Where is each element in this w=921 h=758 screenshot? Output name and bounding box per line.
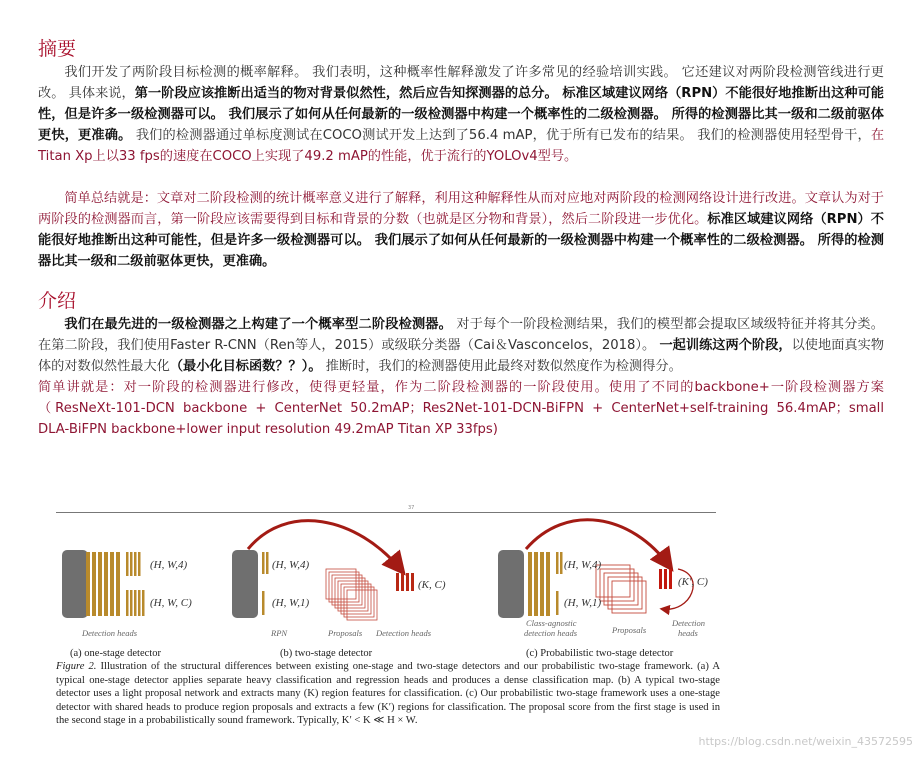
- intro-text-1: 对于每个一阶段检测结果，我们的模型都会提取区域级特征并将其分类。 在第二阶段，我们使用Faster R-CNN（Ren等人，2015）或级联分类器（Cai＆Vasconcelos，2018）。: [38, 317, 884, 353]
- backbone-block: [232, 550, 258, 618]
- figure-top-rule: [56, 512, 716, 513]
- b-detection-heads: [396, 573, 414, 591]
- a-hw4-label: (H, W,4): [150, 559, 188, 571]
- b-proposals-label: Proposals: [328, 628, 363, 638]
- caption-body: Illustration of the structural differences between existing one-stage and two-stage detectors and our probabilistic two-stage framework. (a) A typical one-stage detector applies separate heavy classification and regression heads and produces a dense classification map. (b) A typical two-stage detector uses a light proposal network and extracts many (K) region features for classification. (c) Our probabilistic two-stage framework uses a one-stage detector with shared heads to produce region proposals and extracts a few (K′) regions for classification. The proposal score from the first stage is used in the second stage in a probabilistically sound framework. Typically, K′ < K ≪ H × W.: [56, 661, 720, 727]
- intro-bold-3: （最小化目标函数？？）。: [169, 359, 322, 374]
- c-proposals-label: Proposals: [612, 625, 647, 635]
- abstract-red-text: 在Titan Xp上以33 fps的速度在COCO上实现了49.2 mAP的性能，优于流行的YOLOv4型号。: [38, 128, 884, 164]
- csdn-watermark: https://blog.csdn.net/weixin_43572595: [698, 735, 913, 748]
- intro-summary-red: 简单讲就是：对一阶段的检测器进行修改，使得更轻量，作为二阶段检测器的一阶段使用。使用了不同的backbone+一阶段检测器方案（ResNeXt-101-DCN backbone + CenterNet 50.2mAP；Res2Net-101-DCN-BiFPN + CenterNet+self-training 56.4mAP；small DLA-BiFPN backbone+lower input resolution 49.2mAP Titan XP 33fps): [38, 380, 884, 437]
- intro-bold-2: 一起训练这两个阶段，: [659, 338, 792, 353]
- c-hw1-label: (H, W,1): [564, 597, 602, 609]
- backbone-block: [498, 550, 524, 618]
- backbone-block: [62, 550, 88, 618]
- shared-heads: [528, 552, 550, 616]
- c-proposals-stack: [596, 565, 646, 613]
- figure-caption: [56, 660, 720, 728]
- summary-paragraph: [38, 188, 884, 272]
- c-caption-label: (c) Probabilistic two-stage detector: [526, 648, 674, 659]
- c-detection-heads: [659, 569, 672, 589]
- proposals-stack: [326, 569, 377, 620]
- b-caption-label: (b) two-stage detector: [280, 648, 373, 659]
- b-rpn-label: RPN: [271, 628, 288, 638]
- b-hw1-label: (H, W,1): [272, 597, 310, 609]
- c-heads-label-2: heads: [678, 628, 698, 638]
- b-kc-label: (K, C): [418, 579, 446, 591]
- output-maps: [126, 552, 145, 616]
- a-caption-label: (a) one-stage detector: [70, 648, 161, 659]
- a-hwc-label: (H, W, C): [150, 597, 192, 609]
- c-maps: [556, 552, 563, 615]
- b-hw4-label: (H, W,4): [272, 559, 310, 571]
- intro-paragraph: [38, 314, 884, 377]
- caption-title: Figure 2.: [56, 661, 97, 672]
- one-stage-detector-diagram: [62, 550, 192, 659]
- abstract-paragraph: [38, 62, 884, 167]
- intro-text-3: 推断时，我们的检测器使用此最终对数似然度作为检测得分。: [321, 359, 682, 374]
- intro-heading: 介绍: [38, 290, 77, 312]
- spacer: [38, 167, 884, 188]
- summary-bold-text: 标准区域建议网络（RPN）不能很好地推断出这种可能性，但是许多一级检测器可以。 我们展示了如何从任何最新的一级检测器中构建一个概率性的二级检测器。 所得的检测器比其一级和二级前驱体更快，更准确。: [38, 212, 884, 269]
- c-cad-label-2: detection heads: [524, 628, 578, 638]
- probabilistic-two-stage-diagram: [498, 520, 708, 659]
- paper-figure: [56, 505, 720, 755]
- intro-text-2: 以使地面真实物体的对数似然性最大化: [38, 338, 885, 374]
- abstract-text-1: 我们开发了两阶段目标检测的概率解释。 我们表明，这种概率性解释激发了许多常见的经验培训实践。 它还建议对两阶段检测管线进行更改。 具体来说，: [38, 65, 884, 101]
- c-kc-label: (K', C): [678, 576, 708, 588]
- two-stage-detector-diagram: [232, 521, 446, 659]
- a-heads-label: Detection heads: [82, 628, 137, 638]
- abstract-bold-1: 第一阶段应该推断出适当的物对背景似然性，然后应告知探测器的总分。 标准区域建议网络（RPN）不能很好地推断出这种可能性，但是许多一级检测器可以。 我们展示了如何从任何最新的一级检测器中构建一个概率性的二级检测器。 所得的检测器比其一级和二级前驱体更快，更准确。: [38, 86, 884, 143]
- summary-red-text: 简单总结就是：文章对二阶段检测的统计概率意义进行了解释，利用这种解释性从而对应地对两阶段的检测网络设计进行改进。文章认为对于两阶段的检测器而言，第一阶段应该需要得到目标和背景的分数（也就是区分物和背景），然后二阶段进一步优化。: [38, 191, 884, 227]
- document-body: [38, 36, 884, 440]
- architecture-diagram: [56, 505, 720, 660]
- spacer: [38, 272, 884, 288]
- c-cad-label-1: Class-agnostic: [526, 618, 577, 628]
- b-heads-label: Detection heads: [376, 628, 431, 638]
- rpn-maps: [262, 552, 269, 615]
- c-heads-label-1: Detection: [672, 618, 706, 628]
- intro-bold-1: 我们在最先进的一级检测器之上构建了一个概率型二阶段检测器。: [64, 317, 453, 332]
- heavy-heads: [86, 552, 120, 616]
- c-hw4-label: (H, W,4): [564, 559, 602, 571]
- abstract-heading: 摘要: [38, 38, 77, 60]
- abstract-text-2: 我们的检测器通过单标度测试在COCO测试开发上达到了56.4 mAP，优于所有已发布的结果。 我们的检测器使用轻型骨干，: [131, 128, 871, 143]
- figure-page-mark: 37: [408, 505, 415, 511]
